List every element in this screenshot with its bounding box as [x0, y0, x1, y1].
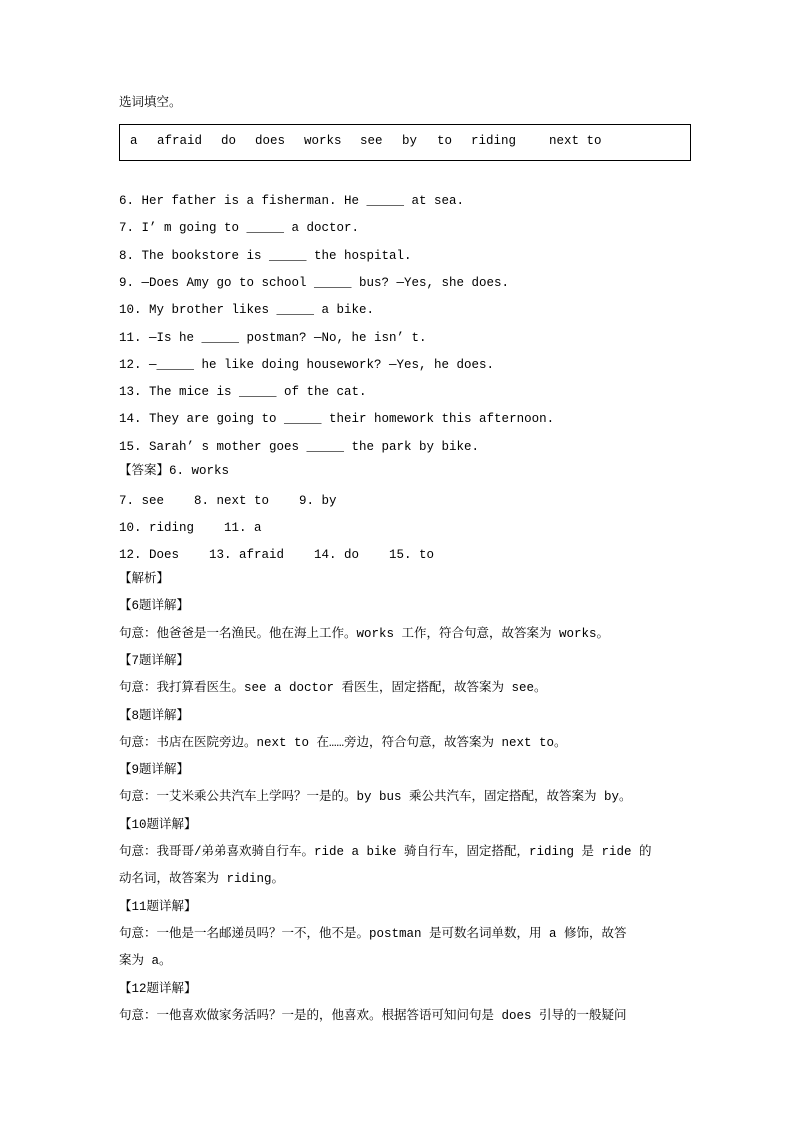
- word-bank-item: riding: [471, 134, 517, 148]
- analysis-line: 【10题详解】: [119, 817, 197, 832]
- analysis-line: 【11题详解】: [119, 899, 197, 914]
- question-line: 13. The mice is _____ of the cat.: [119, 385, 367, 400]
- analysis-line: 句意：我打算看医生。see a doctor 看医生，固定搭配，故答案为 see。: [119, 681, 547, 696]
- answer-line: 10. riding 11. a: [119, 521, 262, 535]
- analysis-line: 【解析】: [119, 572, 170, 586]
- analysis-line: 句意：一他是一名邮递员吗？一不，他不是。postman 是可数名词单数，用 a 修饰，故答: [119, 926, 627, 941]
- analysis-line: 【6题详解】: [119, 599, 190, 614]
- question-line: 12. —_____ he like doing housework? —Yes, he does.: [119, 357, 495, 372]
- analysis-line: 【12题详解】: [119, 981, 197, 996]
- analysis-line: 句意：他爸爸是一名渔民。他在海上工作。works 工作，符合句意，故答案为 works。: [119, 626, 610, 641]
- analysis-line: 案为 a。: [119, 954, 172, 969]
- question-line: 11. —Is he _____ postman? —No, he isn’ t.: [119, 330, 427, 345]
- word-bank-item: see: [360, 134, 383, 148]
- analysis-line: 【7题详解】: [119, 653, 190, 668]
- word-bank-box: [119, 124, 691, 161]
- word-bank-item: next to: [549, 134, 602, 148]
- question-line: 7. I’ m going to _____ a doctor.: [119, 221, 360, 236]
- analysis-line: 【8题详解】: [119, 708, 190, 723]
- word-bank-item: by: [402, 134, 418, 148]
- answer-line: 12. Does 13. afraid 14. do 15. to: [119, 548, 435, 562]
- question-line: 14. They are going to _____ their homework this afternoon.: [119, 412, 555, 427]
- question-line: 15. Sarah’ s mother goes _____ the park by bike.: [119, 439, 480, 454]
- question-line: 9. —Does Amy go to school _____ bus? —Yes, she does.: [119, 275, 510, 290]
- word-bank-item: a: [130, 134, 138, 148]
- word-bank-item: works: [304, 134, 342, 148]
- instruction: 选词填空。: [119, 96, 182, 110]
- analysis-line: 句意：书店在医院旁边。next to 在……旁边，符合句意，故答案为 next to。: [119, 735, 567, 750]
- analysis-line: 句意：一他喜欢做家务活吗？一是的，他喜欢。根据答语可知问句是 does 引导的一般疑问: [119, 1008, 627, 1023]
- question-line: 10. My brother likes _____ a bike.: [119, 303, 375, 318]
- word-bank-item: afraid: [157, 134, 203, 148]
- word-bank-item: do: [221, 134, 237, 148]
- analysis-line: 动名词，故答案为 riding。: [119, 872, 285, 887]
- analysis-line: 句意：我哥哥/弟弟喜欢骑自行车。ride a bike 骑自行车，固定搭配，riding 是 ride 的: [119, 845, 652, 859]
- word-bank-item: to: [437, 134, 453, 148]
- analysis-line: 【9题详解】: [119, 763, 190, 778]
- answer-line: 7. see 8. next to 9. by: [119, 494, 337, 508]
- answer-line: 【答案】6. works: [119, 464, 230, 478]
- word-bank-item: does: [255, 134, 286, 148]
- question-line: 6. Her father is a fisherman. He _____ at sea.: [119, 194, 465, 208]
- question-line: 8. The bookstore is _____ the hospital.: [119, 248, 412, 263]
- analysis-line: 句意：一艾米乘公共汽车上学吗？一是的。by bus 乘公共汽车，固定搭配，故答案为 by。: [119, 790, 632, 805]
